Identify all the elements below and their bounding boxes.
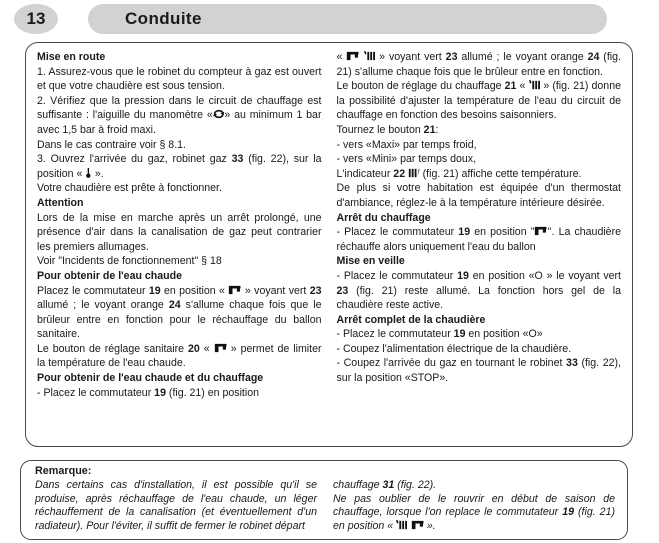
paragraph: - Placez le commutateur 19 en position " ". La chaudière réchauffe alors uniquement l'eau du ballon (336, 226, 621, 253)
bold-text: Arrêt du chauffage (336, 211, 431, 224)
bold-text: Mise en route (37, 51, 106, 63)
paragraph: Le bouton de réglage du chauffage 21 « » (fig. 21) donne la possibilité d'ajuster la température de l'eau du circuit de chauffage en fonction des besoins saisonniers. (336, 80, 621, 122)
radiator-icon (364, 50, 376, 65)
bold-text: 33 (231, 153, 244, 166)
section-number-badge (14, 4, 58, 34)
paragraph: L'indicateur 22 (fig. 21) affiche cette température. (336, 167, 582, 180)
instructions-panel (25, 42, 633, 447)
paragraph: - Coupez l'alimentation électrique de la chaudière. (336, 342, 572, 355)
bold-text: 23 (445, 51, 458, 63)
paragraph (37, 371, 322, 386)
paragraph: Placez le commutateur 19 en position « » voyant vert 23 allumé ; le voyant orange 24 s'allume chaque fois que le brûleur entre en fonction pour le réchauffage du ballon sanitaire. (37, 284, 322, 341)
paragraph: Voir "Incidents de fonctionnement" § 18 (37, 255, 222, 268)
paragraph: Votre chaudière est prête à fonctionner. (37, 182, 222, 195)
bold-text: 22 (393, 167, 406, 180)
hot-water-tap-icon (411, 520, 424, 534)
bold-text: 23 (309, 284, 322, 297)
left-column (37, 50, 322, 440)
paragraph (337, 254, 622, 269)
paragraph: - Placez le commutateur 19 en position «O » le voyant vert 23 (fig. 21) reste allumé. La fonction hors gel de la chaudière reste active. (336, 269, 621, 312)
bold-text: 24 (587, 51, 600, 63)
paragraph: - Placez le commutateur 19 (fig. 21) en position (37, 386, 260, 399)
bold-text: Mise en veille (336, 255, 405, 268)
gas-tap-position-icon (85, 167, 92, 182)
remark-panel (20, 460, 628, 540)
bold-text: Pour obtenir de l'eau chaude et du chauffage (37, 372, 264, 385)
paragraph (37, 196, 322, 211)
paragraph (37, 50, 322, 65)
remark-title: Remarque: (35, 465, 92, 477)
paragraph: - vers «Maxi» par temps froid, (336, 138, 477, 151)
paragraph: Ne pas oublier de le rouvrir en début de saison de chauffage, lorsque l'on replace le commutateur 19 (fig. 21) en position « ». (333, 492, 615, 532)
remark-left-column (35, 479, 317, 533)
paragraph: Dans le cas contraire voir § 8.1. (37, 138, 186, 151)
manometer-icon (213, 108, 225, 123)
hot-water-tap-icon (534, 225, 547, 240)
paragraph: - vers «Mini» par temps doux, (336, 153, 477, 166)
remark-columns (35, 479, 615, 533)
bold-text: 21 (504, 80, 517, 93)
paragraph (337, 211, 622, 226)
title-bar (88, 4, 607, 34)
bold-text: 19 (148, 284, 161, 297)
paragraph: De plus si votre habitation est équipée d'un thermostat d'ambiance, réglez-le à la température intérieure désirée. (336, 182, 621, 209)
paragraph: « » voyant vert 23 allumé ; le voyant orange 24 (fig. 21) s'allume chaque fois que le brûleur entre en fonction. (336, 51, 621, 78)
bold-text: 19 (458, 226, 471, 239)
bold-text: 23 (336, 284, 349, 297)
paragraph: - Placez le commutateur 19 en position «O» (336, 328, 543, 341)
paragraph: - Coupez l'arrivée du gaz en tournant le robinet 33 (fig. 22), sur la position «STOP». (336, 357, 621, 385)
bold-text: Pour obtenir de l'eau chaude (37, 269, 182, 282)
paragraph: chauffage 31 (fig. 22). (333, 479, 437, 491)
paragraph: 2. Vérifiez que la pression dans le circuit de chauffage est suffisante : l'aiguille du manomètre « » au minimum 1 bar avec 1,5 bar à froid maxi. (37, 94, 322, 136)
bold-text: 19 (453, 328, 466, 341)
bold-text: Arrêt complet de la chaudière (336, 313, 486, 326)
bold-text: 21 (423, 123, 436, 136)
page-title: Conduite (125, 9, 202, 28)
temperature-indicator-icon (408, 167, 420, 182)
bold-text: 33 (566, 357, 578, 370)
remark-right-column (333, 479, 615, 533)
bold-text: 24 (168, 299, 181, 312)
paragraph: Le bouton de réglage sanitaire 20 « » permet de limiter la température de l'eau chaude. (37, 342, 322, 370)
radiator-icon (529, 79, 541, 94)
section-number: 13 (26, 9, 46, 28)
radiator-icon (396, 520, 408, 534)
bold-text: 19 (154, 386, 166, 399)
paragraph (37, 269, 322, 284)
hot-water-tap-icon (214, 342, 227, 357)
hot-water-tap-icon (346, 50, 359, 65)
paragraph (337, 313, 622, 328)
bold-text: 19 (562, 506, 575, 519)
hot-water-tap-icon (228, 284, 241, 299)
bold-text: 31 (382, 479, 395, 491)
paragraph: 3. Ouvrez l'arrivée du gaz, robinet gaz 33 (fig. 22), sur la position « ». (37, 153, 322, 180)
paragraph: 1. Assurez-vous que le robinet du compteur à gaz est ouvert et que votre chaudière est sous tension. (37, 65, 322, 93)
paragraph: Dans certains cas d'installation, il est possible qu'il se produise, après réchauffage de l'eau chaude, un léger réchauffement de la canalisation (et éventuellement d'un radiateur). Pour l'éviter, il suffit de fermer le robinet départ (35, 479, 317, 532)
bold-text: 20 (188, 342, 200, 355)
bold-text: 19 (457, 269, 469, 282)
bold-text: Attention (37, 196, 84, 209)
paragraph: Tournez le bouton 21: (336, 123, 439, 136)
paragraph: Lors de la mise en marche après un arrêt prolongé, une présence d'air dans la canalisation de gaz peut contrarier les premiers allumages. (37, 211, 322, 253)
right-column (337, 50, 622, 440)
